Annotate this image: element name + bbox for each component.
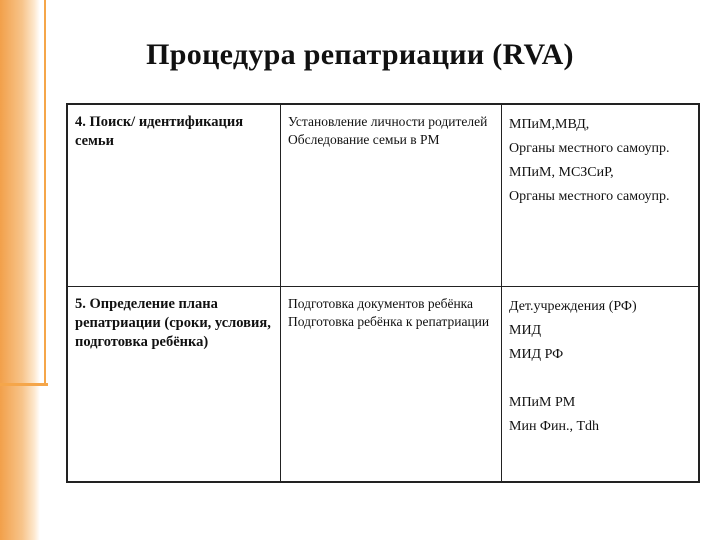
actions-cell: [281, 104, 502, 286]
action-item: Подготовка ребёнка к репатриации: [288, 313, 490, 329]
action-item: Обследование семьи в РМ: [288, 132, 440, 147]
body-item: Органы местного самоупр.: [509, 189, 670, 204]
stage-label: 5. Определение плана репатриации (сроки, условия, подготовка ребёнка): [75, 295, 271, 350]
body-item: МПиМ, МСЗСиР,: [509, 165, 614, 180]
stage-label: 4. Поиск/ идентификация семьи: [75, 114, 244, 149]
body-item: МИД РФ: [509, 346, 564, 362]
action-item: Подготовка документов ребёнка: [288, 295, 474, 311]
stage-cell: [67, 104, 281, 286]
stage-cell: [67, 286, 281, 482]
repatriation-table: [66, 103, 700, 483]
bodies-cell: [502, 104, 700, 286]
body-item: Дет.учреждения (РФ): [509, 298, 637, 314]
body-item: МПиМ РМ: [509, 394, 576, 410]
spacer: [509, 367, 691, 391]
table-row: [67, 104, 699, 286]
decorative-left-band: [0, 0, 40, 540]
table-row: [67, 286, 699, 482]
action-item: Установление личности родителей: [288, 114, 488, 129]
bodies-cell: [502, 286, 700, 482]
decorative-horizontal-rule: [0, 383, 48, 386]
body-item: МПиМ,МВД,: [509, 117, 590, 132]
body-item: Мин Фин., Tdh: [509, 418, 600, 434]
body-item: МИД: [509, 322, 542, 338]
body-item: Органы местного самоупр.: [509, 141, 670, 156]
slide-title: Процедура репатриации (RVA): [146, 38, 574, 71]
actions-cell: [281, 286, 502, 482]
